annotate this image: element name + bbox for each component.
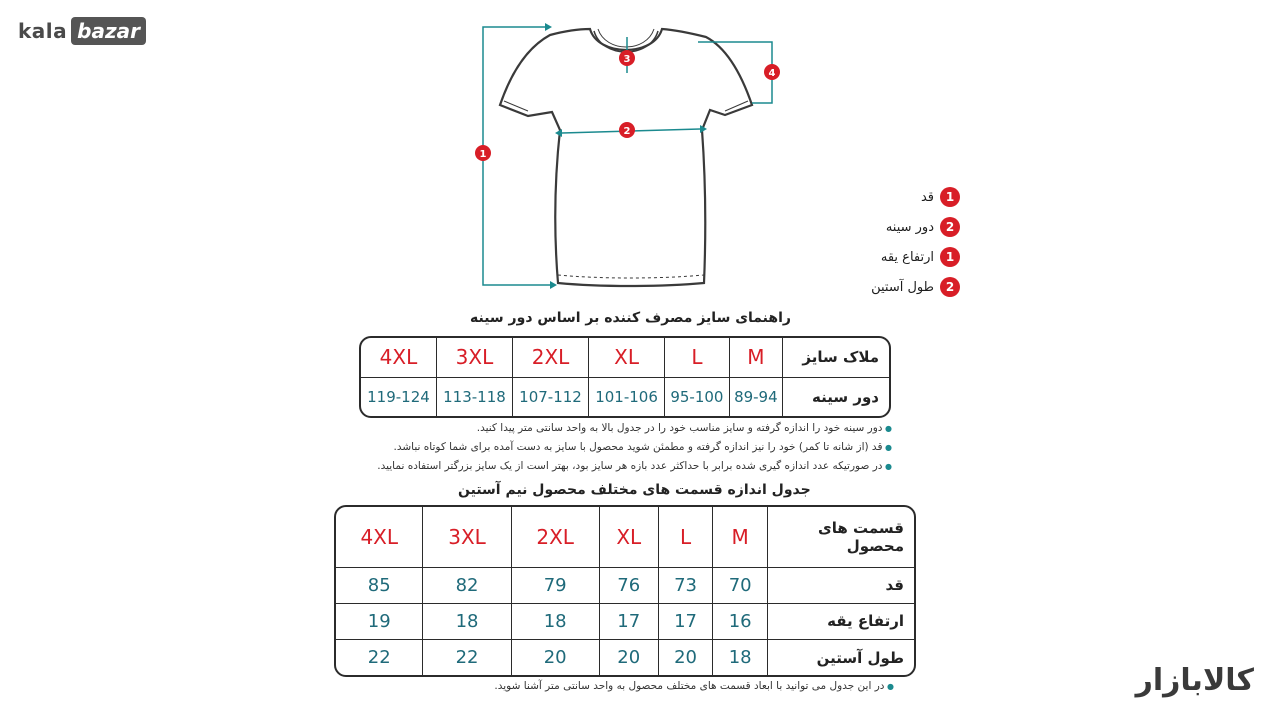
table-row [336,507,914,567]
chest-value: 89-94 [729,377,782,416]
chest-value: 113-118 [436,377,512,416]
legend-number: 1 [940,247,960,267]
legend-number: 2 [940,217,960,237]
svg-text:3: 3 [623,54,631,65]
kalabazar-logo-fa: کالابازار [1135,663,1254,698]
chest-value: 107-112 [512,377,588,416]
measure-value: 73 [658,567,713,603]
size-header: L [665,338,730,377]
measure-value: 70 [713,567,768,603]
tshirt-diagram [470,15,790,295]
measure-value: 20 [511,640,599,675]
legend-item [860,182,960,212]
table-row [336,640,914,675]
chest-value: 119-124 [361,377,436,416]
size-header: M [713,507,768,567]
notes-1 [377,419,892,476]
marker-1 [475,145,491,161]
product-measure-table [334,505,916,677]
svg-text:4: 4 [768,68,776,79]
measure-value: 20 [658,640,713,675]
measure-value: 85 [336,567,423,603]
table-row [361,377,889,416]
measure-value: 18 [713,640,768,675]
legend-number: 2 [940,277,960,297]
legend-label: ارتفاع یقه [880,249,934,265]
measure-value: 17 [599,603,658,639]
header-label: ملاک سایز [783,338,890,377]
size-header: XL [599,507,658,567]
legend-label: قد [920,189,934,205]
chest-value: 95-100 [665,377,730,416]
marker-3 [619,50,635,66]
size-guide-table [359,336,891,418]
row-label: قد [768,567,915,603]
size-header: XL [589,338,665,377]
tshirt-outline [500,29,752,286]
measure-value: 18 [423,603,511,639]
row-label: ارتفاع یقه [768,603,915,639]
measure-value: 22 [336,640,423,675]
marker-2 [619,122,635,138]
marker-4 [764,64,780,80]
size-header: 3XL [423,507,511,567]
measure-value: 22 [423,640,511,675]
note-item: ● در صورتیکه عدد اندازه گیری شده برابر با حداکثر عدد بازه هر سایز بود، بهتر است از یک سایز بزرگتر استفاده نمایید. [377,457,892,476]
legend-label: دور سینه [885,219,934,235]
table2-title: جدول اندازه قسمت های مختلف محصول نیم آستین [458,482,811,498]
kalabazar-logo [18,17,146,45]
measure-value: 82 [423,567,511,603]
legend-label: طول آستین [871,279,934,295]
measure-value: 79 [511,567,599,603]
logo-part1: kala [18,19,68,43]
legend-number: 1 [940,187,960,207]
note-item: ● در این جدول می توانید با ابعاد قسمت های مختلف محصول به واحد سانتی متر آشنا شوید. [494,677,894,696]
measure-value: 19 [336,603,423,639]
size-header: 4XL [336,507,423,567]
legend-item [860,212,960,242]
logo-part2: bazar [71,17,146,45]
size-header: L [658,507,713,567]
size-header: 2XL [512,338,588,377]
size-header: 4XL [361,338,436,377]
notes-2 [494,677,894,696]
legend [860,182,960,302]
note-item: ● دور سینه خود را اندازه گرفته و سایز مناسب خود را در جدول بالا به واحد سانتی متر پیدا کنید. [377,419,892,438]
measure-value: 20 [599,640,658,675]
row-label: دور سینه [783,377,890,416]
svg-text:1: 1 [479,149,487,160]
table-row [336,567,914,603]
size-header: 3XL [436,338,512,377]
svg-text:2: 2 [623,126,631,137]
size-header: 2XL [511,507,599,567]
chest-value: 101-106 [589,377,665,416]
measure-value: 76 [599,567,658,603]
measure-value: 17 [658,603,713,639]
note-item: ● قد (از شانه تا کمر) خود را نیز اندازه گرفته و مطمئن شوید محصول با سایز به دست آمده برای شما کوتاه نباشد. [377,438,892,457]
row-label: طول آستین [768,640,915,675]
measure-value: 16 [713,603,768,639]
size-header: M [729,338,782,377]
header-label: قسمت های محصول [768,507,915,567]
measure-value: 18 [511,603,599,639]
table-row [336,603,914,639]
legend-item [860,272,960,302]
table-row [361,338,889,377]
legend-item [860,242,960,272]
table1-title: راهنمای سایز مصرف کننده بر اساس دور سینه [470,310,791,326]
